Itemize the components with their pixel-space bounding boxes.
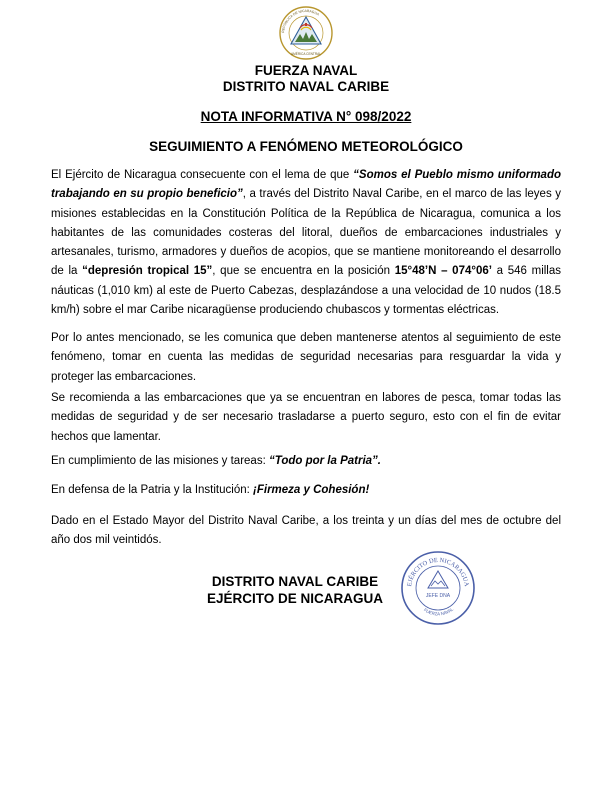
intro-text-3: , que se encuentra en la posición	[212, 265, 395, 278]
svg-text:REPÚBLICA DE NICARAGUA: REPÚBLICA DE NICARAGUA	[281, 8, 320, 33]
official-stamp-icon	[399, 549, 477, 627]
district-name: DISTRITO NAVAL CARIBE	[222, 79, 390, 94]
motto-text: “Somos el Pueblo mismo uniformado trabajando en su propio beneficio”	[51, 169, 561, 201]
document-title: NOTA INFORMATIVA N° 098/2022	[200, 109, 412, 124]
mission-text: En cumplimiento de las misiones y tareas:	[51, 455, 269, 467]
intro-text-1: El Ejército de Nicaragua consecuente con el lema de que	[51, 169, 354, 181]
paragraph-recommendation: Se recomienda a las embarcaciones que ya se encuentran en labores de pesca, tomar todas las medidas de seguridad y de ser necesario trasladarse a puerto seguro, esto con el fin de evitar hechos que lamentar.	[51, 392, 561, 443]
organization-name: FUERZA NAVAL	[254, 63, 358, 78]
seal-bottom-text: FUERZA NAVAL	[422, 606, 455, 617]
mission-motto: “Todo por la Patria”.	[268, 455, 381, 467]
storm-position: 15°48’N – 074°06’	[394, 265, 492, 278]
nicaragua-coat-of-arms-icon	[271, 3, 341, 61]
paragraph-warning: Por lo antes mencionado, se les comunica que deben mantenerse atentos al seguimiento de este fenómeno, tomar en cuenta las medidas de seguridad necesarias para resguardar la vida y proteger las embarcaciones.	[51, 332, 561, 383]
seal-top-text: EJÉRCITO DE NICARAGUA	[406, 556, 470, 588]
signature-district: DISTRITO NAVAL CARIBE	[211, 574, 379, 589]
svg-text:AMÉRICA CENTRAL: AMÉRICA CENTRAL	[290, 52, 322, 56]
paragraph-defense	[51, 481, 561, 500]
paragraph-intro	[51, 166, 561, 320]
depression-name: “depresión tropical 15”	[82, 265, 213, 278]
signature-army: EJÉRCITO DE NICARAGUA	[206, 591, 384, 606]
intro-text-4: a 546 millas náuticas (1,010 km) al este de Puerto Cabezas, desplazándose a una velocidad de 10 nudos (18.5 km/h) sobre el mar Caribe nicaragüense produciendo chubascos y tormentas eléctricas.	[51, 265, 562, 317]
paragraph-date: Dado en el Estado Mayor del Distrito Naval Caribe, a los treinta y un días del mes de octubre del año dos mil veintidós.	[51, 515, 561, 547]
paragraph-mission	[51, 452, 561, 471]
document-subject: SEGUIMIENTO A FENÓMENO METEOROLÓGICO	[149, 139, 463, 154]
svg-text:EJÉRCITO DE NICARAGUA	[406, 557, 470, 587]
seal-middle-text: JEFE DNA	[425, 593, 451, 599]
defense-motto: ¡Firmeza y Cohesión!	[253, 484, 370, 496]
intro-text-2: , a través del Distrito Naval Caribe, en el marco de las leyes y misiones establecidas en la Constitución Política de la República de Nicaragua, comunica a los habitantes de las comunidades costeras del litoral, dueños de embarcaciones industriales y artesanales, turismo, armadores y dueños de acopios, que se mantiene monitoreando el desarrollo de la	[51, 188, 561, 278]
defense-text: En defensa de la Patria y la Institución:	[51, 484, 254, 496]
